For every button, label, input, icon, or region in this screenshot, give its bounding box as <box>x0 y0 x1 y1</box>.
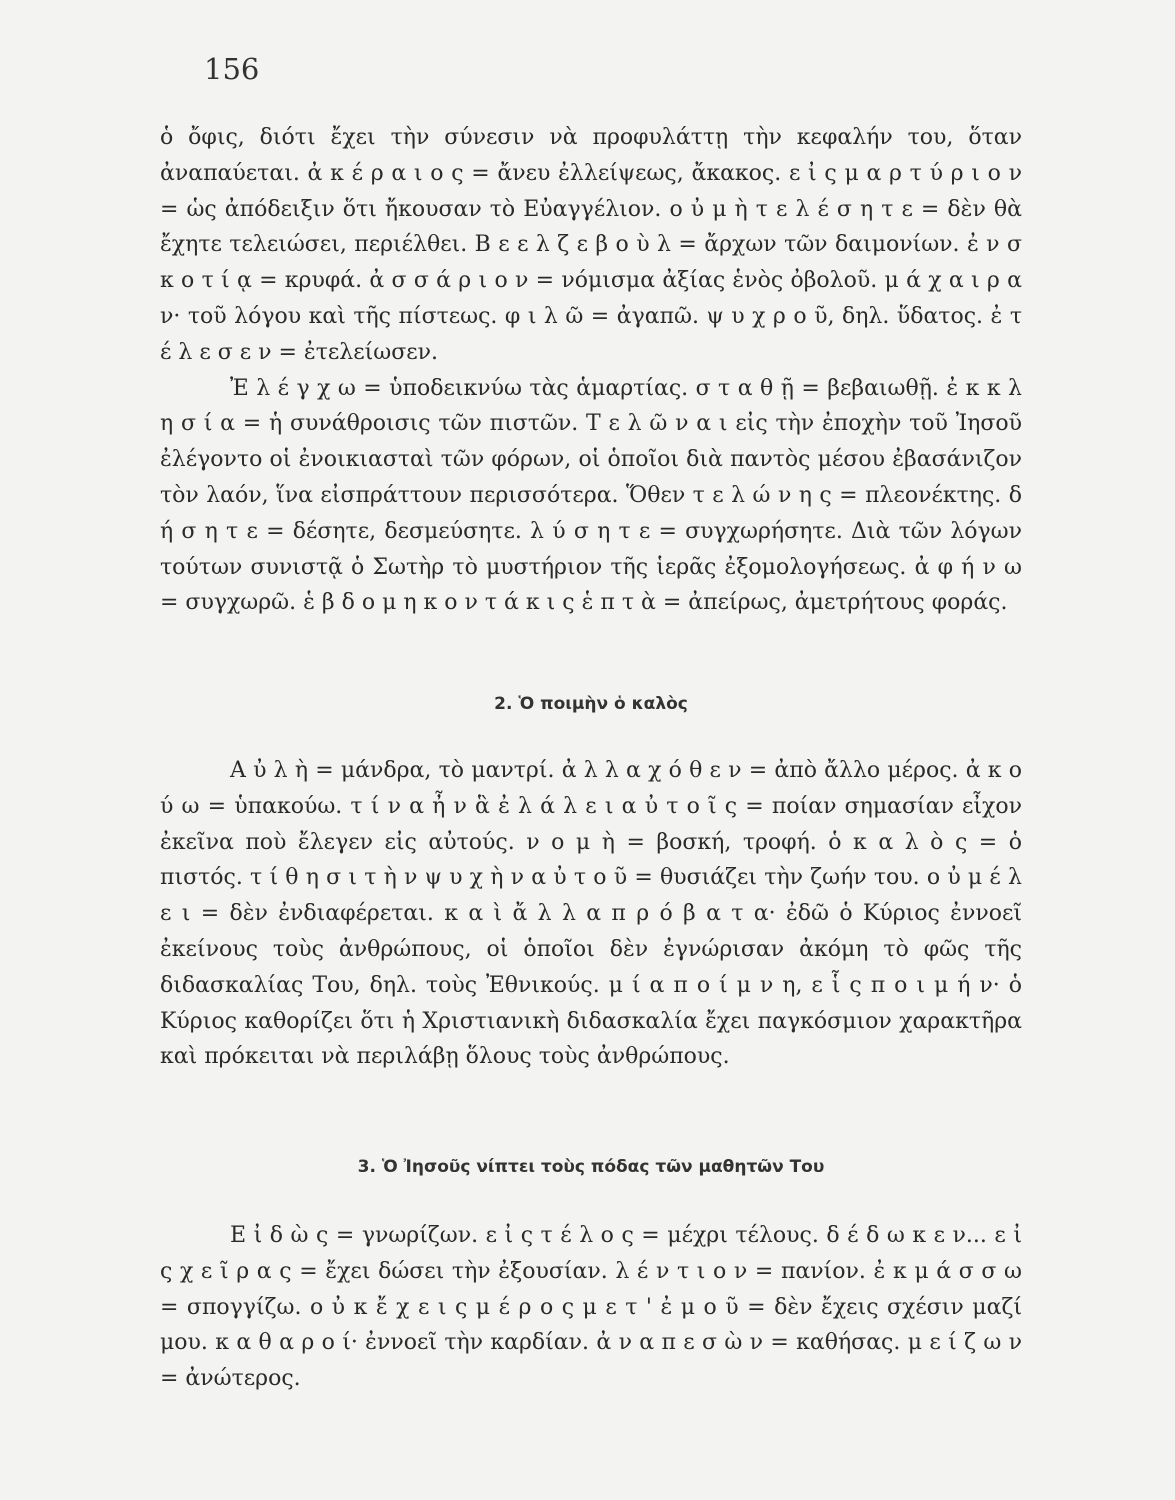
section-3-text <box>160 1218 1022 1397</box>
paragraph-3: Α ὐ λ ὴ = μάνδρα, τὸ μαντρί. ἀ λ λ α χ ό θ ε ν = ἀπὸ ἄλλο μέρος. ἀ κ ο ύ ω = ὑπακούω. τ ί ν α ἦ ν ἃ ἐ λ ά λ ε ι α ὐ τ ο ῖ ς = ποίαν σημασίαν εἶχον ἐκεῖνα ποὺ ἔλεγεν εἰς αὐτούς. ν ο μ ὴ = βοσκή, τροφή. ὁ κ α λ ὸ ς = ὁ πιστός. τ ί θ η σ ι τ ὴ ν ψ υ χ ὴ ν α ὐ τ ο ῦ = θυσιάζει τὴν ζωήν του. ο ὐ μ έ λ ε ι = δὲν ἐνδιαφέρεται. κ α ὶ ἄ λ λ α π ρ ό β α τ α· ἐδῶ ὁ Κύριος ἐννοεῖ ἐκείνους τοὺς ἀνθρώπους, οἱ ὁποῖοι δὲν ἐγνώρισαν ἀκόμη τὸ φῶς τῆς διδασκαλίας Του, δηλ. τοὺς Ἐθνικούς. μ ί α π ο ί μ ν η, ε ἷ ς π ο ι μ ή ν· ὁ Κύριος καθορίζει ὅτι ἡ Χριστιανικὴ διδασκαλία ἔχει παγκόσμιον χαρακτῆρα καὶ πρόκειται νὰ περιλάβῃ ὅλους τοὺς ἀνθρώπους. <box>160 758 1022 1070</box>
page-number: 156 <box>204 52 260 86</box>
paragraph-4: Ε ἰ δ ὼ ς = γνωρίζων. ε ἰ ς τ έ λ ο ς = μέχρι τέλους. δ έ δ ω κ ε ν... ε ἰ ς χ ε ῖ ρ α ς = ἔχει δώσει τὴν ἐξουσίαν. λ έ ν τ ι ο ν = πανίον. ἐ κ μ ά σ σ ω = σπογγίζω. ο ὐ κ ἔ χ ε ι ς μ έ ρ ο ς μ ε τ ' ἐ μ ο ῦ = δὲν ἔχεις σχέσιν μαζί μου. κ α θ α ρ ο ί· ἐννοεῖ τὴν καρδίαν. ἀ ν α π ε σ ὼ ν = καθήσας. μ ε ί ζ ω ν = ἀνώτερος. <box>160 1223 1022 1392</box>
paragraph-2: Ἐ λ έ γ χ ω = ὑποδεικνύω τὰς ἁμαρτίας. σ τ α θ ῇ = βεβαιωθῇ. ἐ κ κ λ η σ ί α = ἡ συνάθροισις τῶν πιστῶν. Τ ε λ ῶ ν α ι εἰς τὴν ἐποχὴν τοῦ Ἰησοῦ ἐλέγοντο οἱ ἐνοικιασταὶ τῶν φόρων, οἱ ὁποῖοι διὰ παντὸς μέσου ἐβασάνιζον τὸν λαόν, ἵνα εἰσπράττουν περισσότερα. Ὅθεν τ ε λ ώ ν η ς = πλεονέκτης. δ ή σ η τ ε = δέσητε, δεσμεύσητε. λ ύ σ η τ ε = συγχωρήσητε. Διὰ τῶν λόγων τούτων συνιστᾷ ὁ Σωτὴρ τὸ μυστήριον τῆς ἱερᾶς ἐξομολογήσεως. ἀ φ ή ν ω = συγχωρῶ. ἑ β δ ο μ η κ ο ν τ ά κ ι ς ἑ π τ ὰ = ἀπείρως, ἀμετρήτους φοράς. <box>160 375 1022 616</box>
paragraph-1: ὁ ὄφις, διότι ἔχει τὴν σύνεσιν νὰ προφυλάττῃ τὴν κεφαλήν του, ὅταν ἀναπαύεται. ἀ κ έ ρ α ι ο ς = ἄνευ ἐλλείψεως, ἄκακος. ε ἰ ς μ α ρ τ ύ ρ ι ο ν = ὡς ἀπόδειξιν ὅτι ἤκουσαν τὸ Εὐαγγέλιον. ο ὐ μ ὴ τ ε λ έ σ η τ ε = δὲν θὰ ἔχητε τελειώσει, περιέλθει. Β ε ε λ ζ ε β ο ὺ λ = ἄρχων τῶν δαιμονίων. ἐ ν σ κ ο τ ί ᾳ = κρυφά. ἀ σ σ ά ρ ι ο ν = νόμισμα ἀξίας ἑνὸς ὀβολοῦ. μ ά χ α ι ρ α ν· τοῦ λόγου καὶ τῆς πίστεως. φ ι λ ῶ = ἀγαπῶ. ψ υ χ ρ ο ῦ, δηλ. ὕδατος. ἐ τ έ λ ε σ ε ν = ἐτελείωσεν. <box>160 125 1022 365</box>
section-1-text <box>160 120 1022 621</box>
section-2-text <box>160 753 1022 1075</box>
section-3-heading: 3. Ὁ Ἰησοῦς νίπτει τοὺς πόδας τῶν μαθητῶν Του <box>357 1157 825 1177</box>
section-2-heading: 2. Ὁ ποιμὴν ὁ καλὸς <box>494 694 688 714</box>
